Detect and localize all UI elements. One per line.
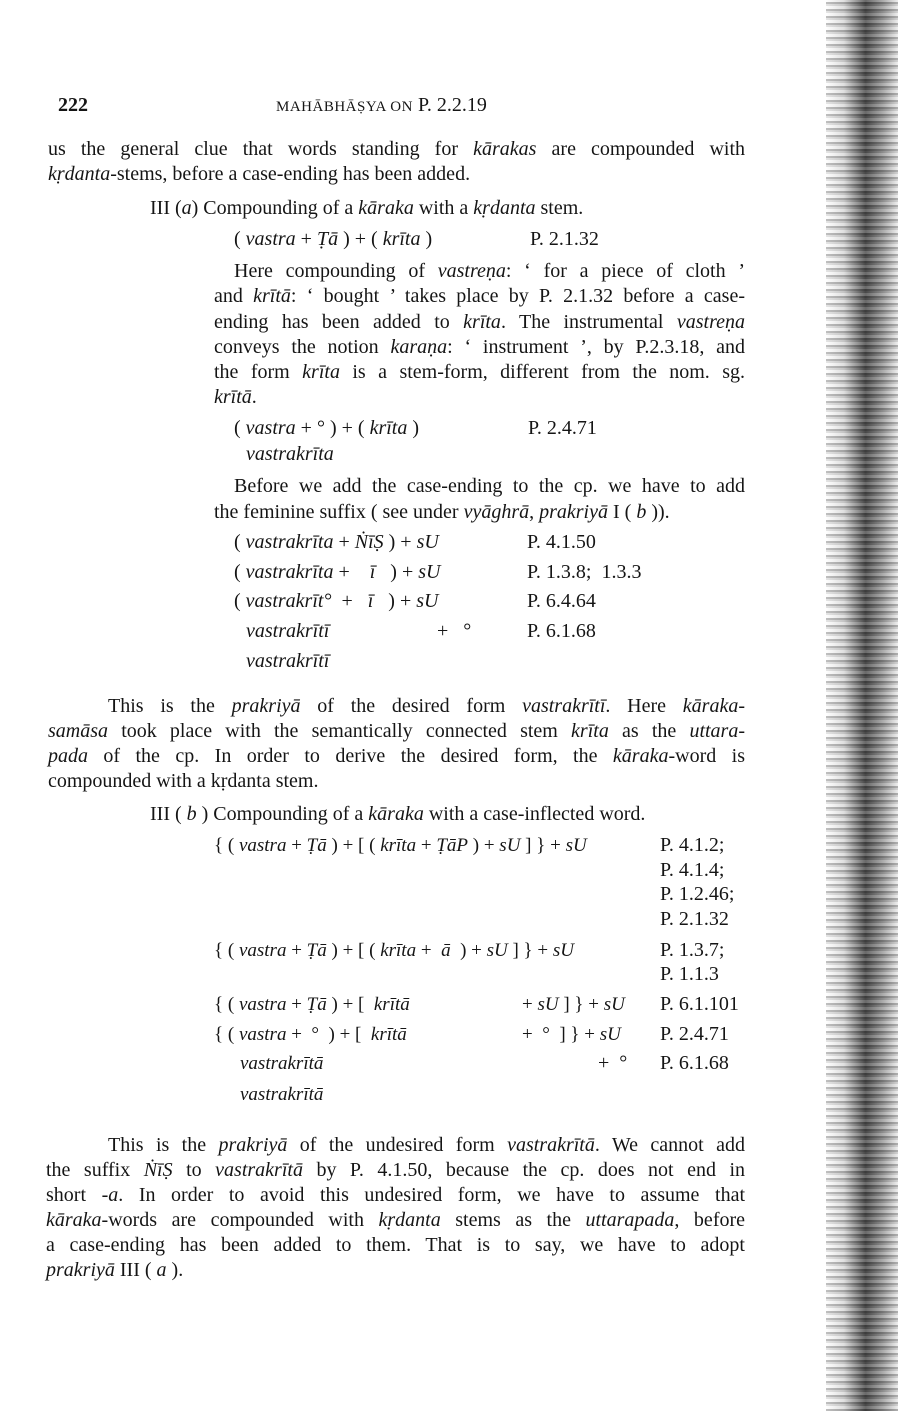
intro-line-1: us the general clue that words standing for kārakas are compounded with (48, 138, 745, 160)
iiib-row-3-right: + sU ] } + sU (522, 994, 625, 1015)
iiib-final-form: vastrakrītā (240, 1084, 324, 1105)
section-iiib-heading: III ( b ) Compounding of a kāraka with a case-inflected word. (150, 803, 646, 825)
page-number: 222 (58, 94, 88, 116)
iiib-row-4-ref: P. 2.4.71 (660, 1023, 729, 1045)
iiib-row-5-right: + ° (598, 1052, 628, 1074)
scanned-page-edge (826, 0, 898, 1411)
intro-line-2: kṛdanta-stems, before a case-ending has been added. (48, 163, 471, 185)
iiib-row-3-ref: P. 6.1.101 (660, 993, 739, 1015)
iiib-row-1-ref-2: P. 4.1.4; (660, 859, 725, 881)
desired-line-1: This is the prakriyā of the desired form vastrakrītī. Here kāraka- (108, 695, 745, 717)
fem-row-1-ref: P. 4.1.50 (527, 531, 596, 553)
fem-row-3-ref: P. 6.4.64 (527, 590, 596, 612)
explain-line-3: ending has been added to krīta. The instrumental vastreṇa (214, 311, 745, 333)
running-ref: P. 2.2.19 (417, 94, 487, 116)
fem-row-2-expression: ( vastrakrīta + ī ) + sU (234, 561, 441, 583)
desired-line-3: pada of the cp. In order to derive the desired form, the kāraka-word is (48, 745, 745, 767)
desired-line-2: samāsa took place with the semantically connected stem krīta as the uttara- (48, 720, 745, 742)
section-iiia-heading: III (a) Compounding of a kāraka with a kṛdanta stem. (150, 197, 584, 219)
fem-row-4-ref: P. 6.1.68 (527, 620, 596, 642)
explain-line-4: conveys the notion karaṇa: ‘ instrument ’, by P.2.3.18, and (214, 336, 745, 358)
undesired-line-1: This is the prakriyā of the undesired form vastrakrītā. We cannot add (108, 1134, 745, 1156)
iiib-row-2-expression: { ( vastra + Ṭā ) + [ ( krīta + ā ) + sU ] } + sU (214, 940, 575, 961)
iiib-row-1-ref-3: P. 1.2.46; (660, 883, 735, 905)
undesired-line-2: the suffix ṄīṢ to vastrakrītā by P. 4.1.50, because the cp. does not end in (46, 1159, 745, 1181)
iiib-row-5-left: vastrakrītā (240, 1053, 324, 1074)
iiib-row-1-ref-4: P. 2.1.32 (660, 908, 729, 930)
running-head (276, 93, 487, 120)
undesired-line-5: a case-ending has been added to them. That is to say, we have to adopt (46, 1234, 745, 1256)
iiib-row-5-ref: P. 6.1.68 (660, 1052, 729, 1074)
fem-row-1-expression: ( vastrakrīta + ṄīṢ ) + sU (234, 531, 439, 553)
fem-final-form: vastrakrītī (246, 650, 330, 672)
fem-row-4-plus: + ° (437, 620, 472, 642)
desired-line-4: compounded with a kṛdanta stem. (48, 770, 319, 792)
iiib-row-2-ref-2: P. 1.1.3 (660, 963, 719, 985)
iiib-row-1-expression: { ( vastra + Ṭā ) + [ ( krīta + ṬāP ) + sU ] } + sU (214, 835, 587, 856)
iiib-row-1-ref-1: P. 4.1.2; (660, 834, 725, 856)
fem-row-4-expression: vastrakrītī (246, 620, 330, 642)
iiib-row-2-ref-1: P. 1.3.7; (660, 939, 725, 961)
before-line-1: Before we add the case-ending to the cp. we have to add (234, 475, 745, 497)
formula-2-expression: ( vastra + ° ) + ( krīta ) (234, 417, 420, 439)
formula-1-expression: ( vastra + Ṭā ) + ( krīta ) (234, 228, 433, 250)
formula-1-ref: P. 2.1.32 (530, 228, 599, 250)
running-title: MAHĀBHĀṢYA ON (276, 99, 413, 115)
iiib-row-4-left: { ( vastra + ° ) + [ krītā (214, 1024, 407, 1045)
explain-line-5: the form krīta is a stem-form, different from the nom. sg. (214, 361, 746, 383)
explain-line-1: Here compounding of vastreṇa: ‘ for a piece of cloth ’ (234, 260, 745, 282)
undesired-line-4: kāraka-words are compounded with kṛdanta stems as the uttarapada, before (46, 1209, 746, 1231)
explain-line-2: and krītā: ‘ bought ’ takes place by P. 2.1.32 before a case- (214, 285, 745, 307)
fem-row-3-expression: ( vastrakrīt° + ī ) + sU (234, 590, 439, 612)
iiib-row-3-left: { ( vastra + Ṭā ) + [ krītā (214, 994, 410, 1015)
formula-2-ref: P. 2.4.71 (528, 417, 597, 439)
fem-row-2-ref: P. 1.3.8; 1.3.3 (527, 561, 642, 583)
iiib-row-4-right: + ° ] } + sU (522, 1024, 621, 1045)
undesired-line-6: prakriyā III ( a ). (46, 1259, 184, 1281)
undesired-line-3: short -a. In order to avoid this undesired form, we have to assume that (46, 1184, 746, 1206)
before-line-2: the feminine suffix ( see under vyāghrā, prakriyā I ( b )). (214, 501, 670, 523)
explain-line-6: krītā. (214, 386, 257, 408)
formula-2-result: vastrakrīta (246, 443, 334, 465)
